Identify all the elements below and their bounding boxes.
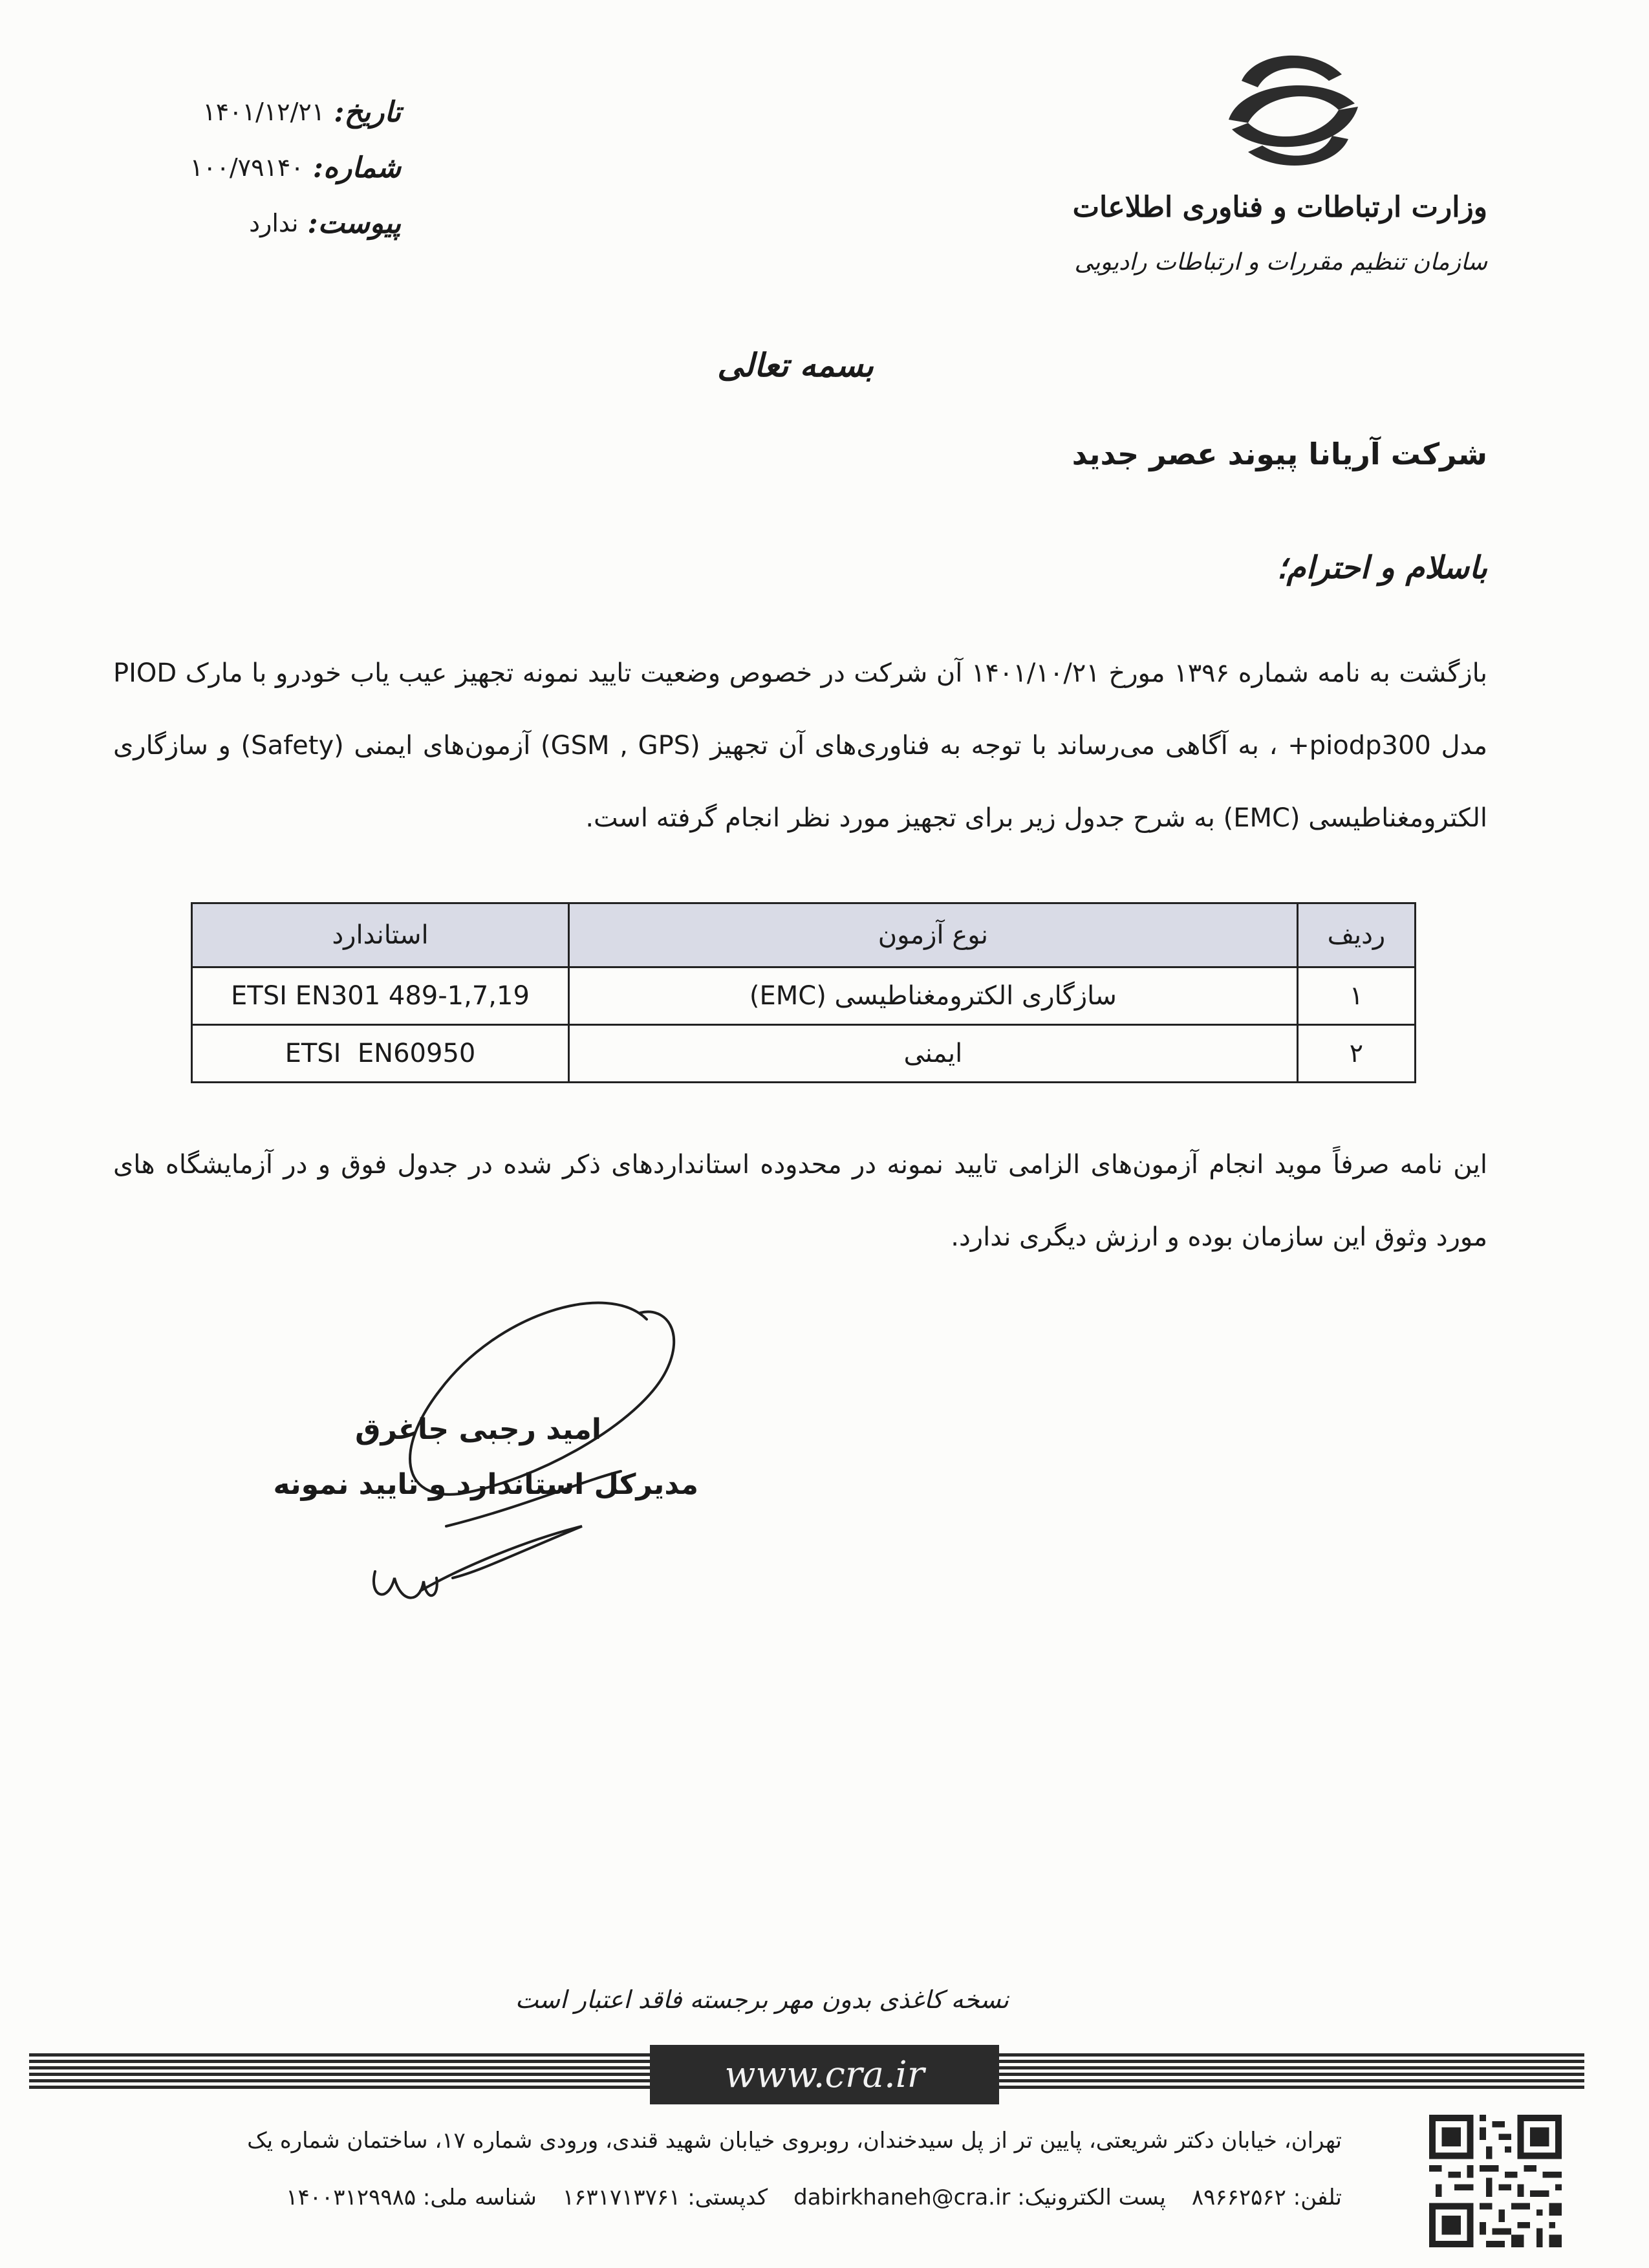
date-label: تاریخ:	[334, 95, 401, 129]
attachment-value: ندارد	[249, 209, 299, 237]
website-link[interactable]: www.cra.ir	[650, 2045, 999, 2104]
national-id: شناسه ملی: ۱۴۰۰۳۱۲۹۹۸۵	[286, 2185, 537, 2210]
number-row	[155, 140, 401, 195]
signer-name: امید رجبی جاغرق	[355, 1413, 601, 1446]
signer-title: مدیرکل استاندارد و تایید نمونه	[273, 1468, 698, 1501]
number-label: شماره:	[312, 151, 401, 184]
address: تهران، خیابان دکتر شریعتی، پایین تر از پل سیدخندان، روبروی خیابان شهید قندی، ورودی شماره ۱۷، ساختمان شماره یک	[247, 2128, 1342, 2154]
ministry-name: وزارت ارتباطات و فناوری اطلاعات	[1072, 191, 1487, 224]
email-label: پست الکترونیک:	[1017, 2185, 1166, 2210]
attachment-row	[155, 195, 401, 251]
standard: ETSI EN60950	[192, 1025, 569, 1083]
qr-code-icon	[1429, 2115, 1562, 2247]
cra-logo-icon	[1203, 42, 1384, 178]
phone: تلفن: ۸۹۶۶۲۵۶۲	[1191, 2185, 1342, 2210]
header-standard: استاندارد	[192, 903, 569, 967]
attachment-label: پیوست:	[307, 206, 401, 240]
copy-validity-note: نسخه کاغذی بدون مهر برجسته فاقد اعتبار است	[515, 1985, 1009, 2014]
row-number: ۲	[1297, 1025, 1415, 1083]
number-value: ۱۰۰/۷۹۱۴۰	[189, 153, 304, 182]
bismillah: بسمه تعالی	[717, 346, 874, 384]
date-row	[155, 84, 401, 140]
header-row-number: ردیف	[1297, 903, 1415, 967]
table-header-row	[192, 903, 1416, 967]
header-test-type: نوع آزمون	[568, 903, 1297, 967]
organization-name: سازمان تنظیم مقررات و ارتباطات رادیویی	[1074, 249, 1487, 275]
row-number: ۱	[1297, 967, 1415, 1025]
email-group	[793, 2185, 1166, 2210]
test-type: سازگاری الکترومغناطیسی (EMC)	[568, 967, 1297, 1025]
body-paragraph-1: بازگشت به نامه شماره ۱۳۹۶ مورخ ۱۴۰۱/۱۰/۲۱ آن شرکت در خصوص وضعیت تایید نمونه تجهیز عیب یاب خودرو با مارک PIOD مدل piodp300+ ، به آگاهی می‌رساند با توجه به فناوری‌های آن تجهیز (GSM , GPS) آزمون‌های ایمنی (Safety) و سازگاری الکترومغناطیسی (EMC) به شرح جدول زیر برای تجهیز مورد نظر انجام گرفته است.	[113, 658, 1488, 833]
recipient: شرکت آریانا پیوند عصر جدید	[1072, 437, 1487, 471]
contact-line	[286, 2185, 1342, 2210]
body-paragraph-2: این نامه صرفاً موید انجام آزمون‌های الزامی تایید نمونه در محدوده استانداردهای ذکر شده در جدول فوق و در آزمایشگاه های مورد وثوق این سازمان بوده و ارزش دیگری ندارد.	[113, 1150, 1487, 1252]
email-link[interactable]: dabirkhaneh@cra.ir	[793, 2185, 1011, 2210]
letter-meta	[155, 84, 401, 251]
date-value: ۱۴۰۱/۱۲/۲۱	[202, 98, 325, 126]
tests-table	[191, 902, 1416, 1083]
test-type: ایمنی	[568, 1025, 1297, 1083]
postal-code: کدپستی: ۱۶۳۱۷۱۳۷۶۱	[562, 2185, 768, 2210]
table-row	[192, 967, 1416, 1025]
signature-scribble	[362, 1287, 724, 1623]
table-row	[192, 1025, 1416, 1083]
greeting: باسلام و احترام؛	[1277, 550, 1487, 586]
standard: ETSI EN301 489-1,7,19	[192, 967, 569, 1025]
